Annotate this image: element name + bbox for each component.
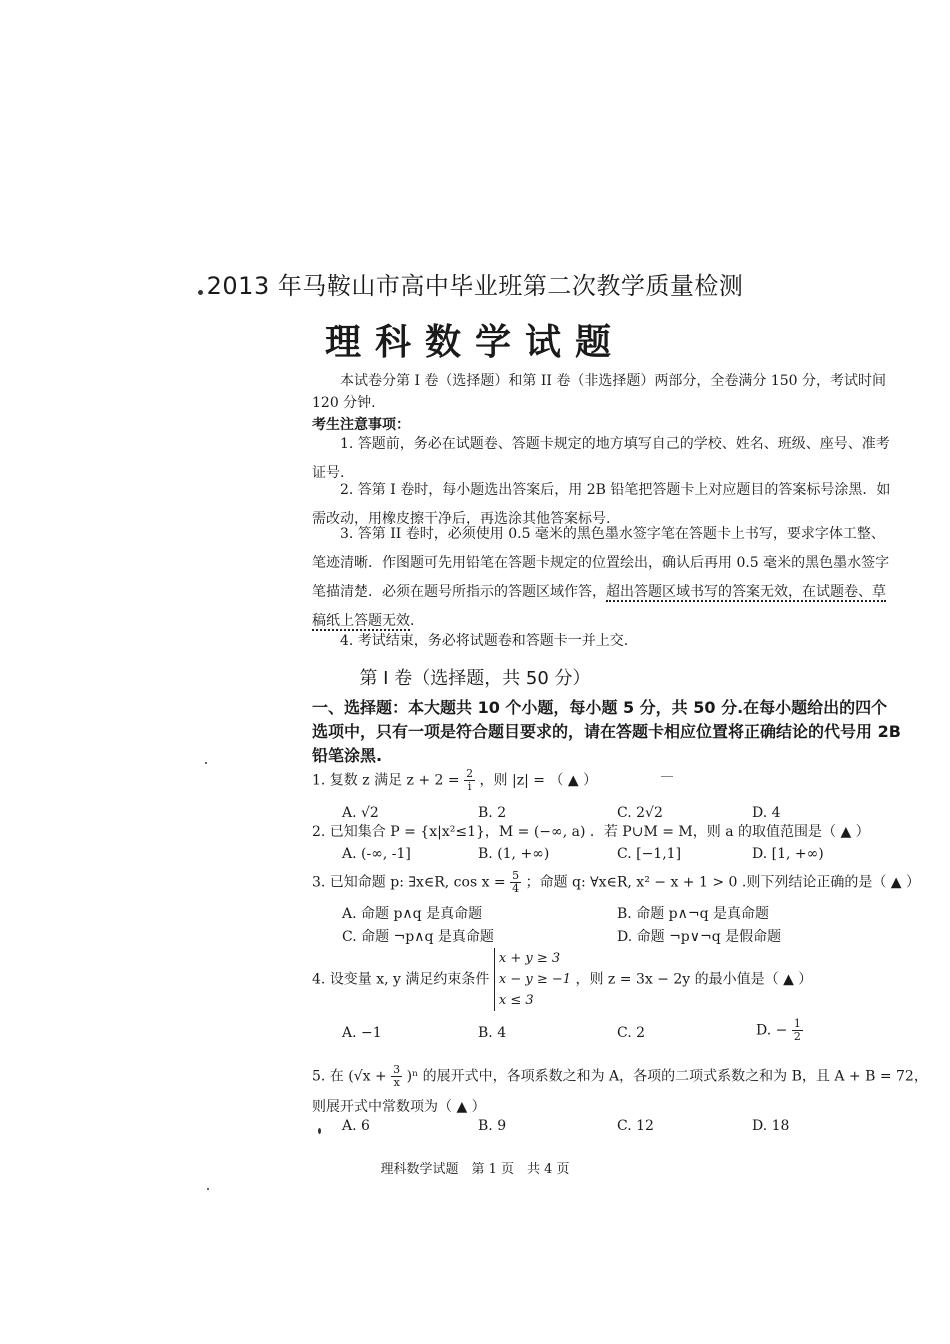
question-1-stem bbox=[312, 768, 902, 793]
subject-title: 理科数学试题 bbox=[324, 321, 625, 363]
question-1-fraction bbox=[464, 768, 475, 793]
q5-option-d: D. 18 bbox=[752, 1118, 790, 1134]
q2-option-b: B. (1, +∞) bbox=[478, 846, 550, 862]
constraint-3: x ≤ 3 bbox=[498, 993, 534, 1008]
q1-option-b: B. 2 bbox=[478, 805, 507, 821]
scan-speck bbox=[207, 1188, 209, 1190]
fraction-numerator: 1 bbox=[793, 1017, 801, 1030]
fraction-numerator: 2 bbox=[466, 767, 474, 780]
q4-option-b: B. 4 bbox=[478, 1025, 507, 1041]
fraction-denominator: i bbox=[467, 780, 472, 793]
constraint-1: x + y ≥ 3 bbox=[498, 951, 561, 966]
scan-speck bbox=[318, 1128, 321, 1134]
q1-option-a: A. √2 bbox=[342, 805, 379, 821]
question-4-stem-b: ，则 z = 3x − 2y 的最小值是（ ▲ ） bbox=[575, 971, 813, 988]
notice-item-3-emphasis: 超出答题区域书写的答案无效，在试题卷、草稿纸上答题无效 bbox=[312, 584, 886, 629]
intro-paragraph: 本试卷分第 I 卷（选择题）和第 II 卷（非选择题）两部分，全卷满分 150 分，考试时间 120 分钟. bbox=[312, 373, 887, 411]
q2-option-c: C. [−1,1] bbox=[617, 846, 682, 862]
question-3-fraction bbox=[510, 870, 521, 895]
question-3-stem-b: ；命题 q: ∀x∈R, x² − x + 1 > 0 .则下列结论正确的是（ ▲ ） bbox=[525, 874, 920, 891]
q5-option-a: A. 6 bbox=[342, 1118, 370, 1134]
q1-option-d: D. 4 bbox=[752, 805, 781, 821]
fraction-denominator: x bbox=[393, 1076, 400, 1089]
q4-option-d-prefix: D. − bbox=[756, 1022, 788, 1039]
question-5-stem bbox=[312, 1063, 928, 1089]
fraction-numerator: 3 bbox=[393, 1063, 401, 1076]
question-3-stem bbox=[312, 869, 920, 895]
question-1-stem-a: 1. 复数 z 满足 z + 2 = bbox=[312, 772, 460, 789]
question-5-stem-b: )ⁿ 的展开式中，各项系数之和为 A，各项的二项式系数之和为 B，且 A + B = 72， bbox=[406, 1068, 928, 1085]
notice-item-1: 1. 答题前，务必在试题卷、答题卡规定的地方填写自己的学校、姓名、班级、座号、准考证号. bbox=[312, 436, 890, 481]
scan-speck bbox=[205, 762, 207, 764]
q3-option-c: C. 命题 ¬p∧q 是真命题 bbox=[342, 929, 494, 945]
question-3-stem-a: 3. 已知命题 p: ∃x∈R, cos x = bbox=[312, 874, 506, 891]
notice-item-3-end: ． bbox=[410, 613, 424, 629]
q3-option-d: D. 命题 ¬p∨¬q 是假命题 bbox=[617, 929, 782, 945]
q5-option-b: B. 9 bbox=[478, 1118, 507, 1134]
question-4-stem-a: 4. 设变量 x, y 满足约束条件 bbox=[312, 971, 490, 988]
q4-option-d-fraction bbox=[792, 1018, 803, 1043]
q1-option-c: C. 2√2 bbox=[617, 805, 663, 821]
fraction-denominator: 2 bbox=[793, 1030, 801, 1043]
constraint-system bbox=[494, 948, 571, 1011]
q5-option-c: C. 12 bbox=[617, 1118, 654, 1134]
q3-option-b: B. 命题 p∧¬q 是真命题 bbox=[617, 906, 769, 922]
q2-option-d: D. [1, +∞) bbox=[752, 846, 824, 862]
notice-item-4: 4. 考试结束，务必将试题卷和答题卡一并上交. bbox=[340, 633, 629, 649]
q2-option-a: A. (-∞, -1] bbox=[342, 846, 411, 862]
part-heading: 一、选择题：本大题共 10 个小题，每小题 5 分，共 50 分.在每小题给出的四个选项中，只有一项是符合题目要求的，请在答题卡相应位置将正确结论的代号用 2B 铅笔涂黑. bbox=[312, 698, 901, 765]
q3-option-a: A. 命题 p∧q 是真命题 bbox=[342, 906, 483, 922]
constraint-2: x − y ≥ −1 bbox=[498, 972, 572, 987]
q4-option-c: C. 2 bbox=[617, 1025, 646, 1041]
notice-item-3-text: 3. 答第 II 卷时，必须使用 0.5 毫米的黑色墨水签字笔在答题卡上书写，要求字体工整、笔迹清晰．作图题可先用铅笔在答题卡规定的位置绘出，确认后再用 0.5 毫米的黑色墨水签字笔描清楚．必须在题号所指示的答题区域作答， bbox=[312, 526, 890, 600]
question-4-stem bbox=[312, 948, 902, 1011]
question-1-stem-b: ，则 |z| = （ ▲ ） bbox=[479, 772, 598, 789]
question-5-fraction bbox=[391, 1064, 402, 1089]
q4-option-a: A. −1 bbox=[342, 1025, 382, 1041]
section-title: 第 I 卷（选择题，共 50 分） bbox=[359, 668, 591, 689]
question-2-stem: 2. 已知集合 P = {x|x²≤1}，M = (−∞, a) ．若 P∪M = M，则 a 的取值范围是（ ▲ ） bbox=[312, 824, 870, 840]
exam-title: 2013 年马鞍山市高中毕业班第二次教学质量检测 bbox=[206, 272, 744, 300]
notice-item-2: 2. 答第 I 卷时，每小题选出答案后，用 2B 铅笔把答题卡上对应题目的答案标号涂黑．如需改动，用橡皮擦干净后，再选涂其他答案标号. bbox=[312, 482, 891, 527]
question-5-stem-c: 则展开式中常数项为（ ▲ ） bbox=[312, 1099, 486, 1115]
question-5-stem-a: 5. 在 (√x + bbox=[312, 1068, 387, 1085]
notice-item-3 bbox=[312, 520, 892, 636]
fraction-denominator: 4 bbox=[512, 882, 520, 895]
page-footer: 理科数学试题 第 1 页 共 4 页 bbox=[380, 1162, 570, 1177]
fraction-numerator: 5 bbox=[512, 869, 520, 882]
q4-option-d bbox=[756, 1018, 803, 1043]
notice-heading: 考生注意事项： bbox=[312, 417, 410, 433]
